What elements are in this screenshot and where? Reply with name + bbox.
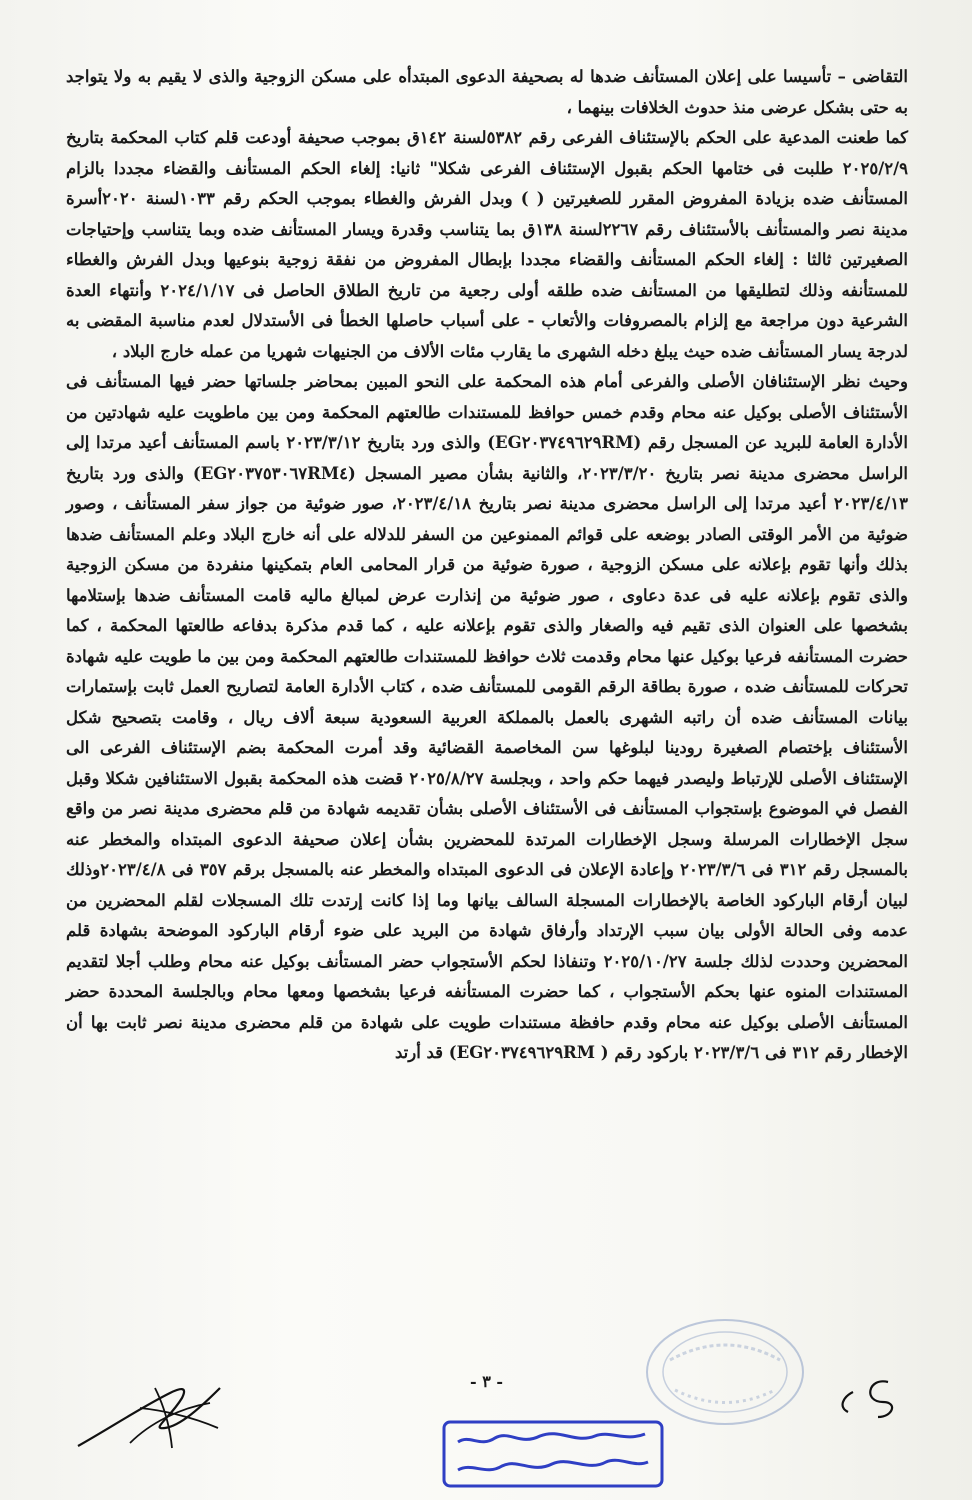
paragraph-3: وحيث نظر الإستئنافان الأصلى والفرعى أمام هذه المحكمة على النحو المبين بمحاضر جلساتها حضر فيها المستأنف فى الأستئناف الأصلى بوكيل عنه محام وقدم خمس حوافظ للمستندات طالعتهم المحكمة ومن بين ماطويت عليه شهادتين من الأدارة العامة للبريد عن المسجل رقم (EG٢٠٣٧٤٩٦٢٩RM) والذى ورد بتاريخ ٢٠٢٣/٣/١٢ باسم المستأنف أعيد مرتدا إلى الراسل محضرى مدينة نصر بتاريخ ٢٠٢٣/٣/٢٠، والثانية بشأن مصير المسجل (EG٢٠٣٧٥٣٠٦٧RM٤) والذى ورد بتاريخ ٢٠٢٣/٤/١٣ أعيد مرتدا إلى الراسل محضرى مدينة نصر بتاريخ ٢٠٢٣/٤/١٨، صور ضوئية من جواز سفر المستأنف ، وصور ضوئية من الأمر الوقتى الصادر بوضعه على قوائم الممنوعين من السفر للدلاله على أنه خارج البلاد وعلم المستأنف ضدها بذلك وأنها تقوم بإعلانه على مسكن الزوجية ، صورة ضوئية من قرار المحامى العام بتمكينها منفردة من مسكن الزوجية والذى تقوم بإعلانه عليه فى عدة دعاوى ، صور ضوئية من إنذارت عرض لمبالغ ماليه قامت المستأنف ضدها بإستلامها بشخصها على العنوان الذى تقيم فيه والصغار والذى تقوم بإعلانه عليه ، كما قدم مذكرة بدفاعه طالعتها المحكمة ، كما حضرت المستأنفه فرعيا بوكيل عنها محام وقدمت ثلاث حوافظ للمستندات طالعتهم المحكمة ومن بين ما طويت عليه شهادة تحركات للمستأنف ضده ، صورة بطاقة الرقم القومى للمستأنف ضده ، كتاب الأدارة العامة لتصاريح العمل ثابت بإستمارات بيانات المستأنف ضده أن راتبه الشهرى بالعمل بالمملكة العربية السعودية سبعة ألاف ريال ، وقامت بتصحيح شكل الأستئناف بإختصام الصغيرة رودينا لبلوغها سن المخاصمة القضائية وقد أمرت المحكمة بضم الإستئناف الفرعى الى الإستئناف الأصلى للإرتباط وليصدر فيهما حكم واحد ، وبجلسة ٢٠٢٥/٨/٢٧ قضت هذه المحكمة بقبول الاستئنافين شكلا وقبل الفصل في الموضوع بإستجواب المستأنف فى الأستئناف الأصلى بشأن تقديمه شهادة من قلم محضرى مدينة نصر من واقع سجل الإخطارات المرسلة وسجل الإخطارات المرتدة للمحضرين بشأن إعلان صحيفة الدعوى المبتداه والمخطر عنه بالمسجل رقم ٣١٢ فى ٢٠٢٣/٣/٦ وإعادة الإعلان فى الدعوى المبتداه والمخطر عنه بالمسجل برقم ٣٥٧ فى ٢٠٢٣/٤/٨وذلك لبيان أرقام الباركود الخاصة بالإخطارات المسجلة السالف بيانها وما إذا كانت إرتدت تلك المسجلات لقلم المحضرين من عدمه وفى الحالة الأولى بيان سبب الإرتداد وأرفاق شهادة من البريد على ضوء أرقام الباركود الموضحة بشهادة قلم المحضرين وحددت لذلك جلسة ٢٠٢٥/١٠/٢٧ وتنفاذا لحكم الأستجواب حضر المستأنف بوكيل عنه محام وطلب أجلا لتقديم المستندات المنوه عنها بحكم الأستجواب ، كما حضرت المستأنفه فرعيا بشخصها ومعها محام وبالجلسة المحددة حضر المستأنف الأصلى بوكيل عنه محام وقدم حافظة مستندات طويت على شهادة من قلم محضرى مدينة نصر ثابت بها أن الإخطار رقم ٣١٢ فى ٢٠٢٣/٣/٦ باركود رقم ( EG٢٠٣٧٤٩٦٢٩RM) قد أرتد	[66, 372, 909, 1062]
page-number: - ٣ -	[470, 1372, 504, 1391]
paragraph-1: التقاضى – تأسيسا على إعلان المستأنف ضدها له بصحيفة الدعوى المبتدأه على مسكن الزوجية والذى لا يقيم به ولا يتواجد به حتى بشكل عرضى منذ حدوث الخلافات بينهما ،	[66, 67, 908, 117]
body-text	[66, 62, 908, 1069]
court-seal	[640, 1310, 810, 1430]
signature-left	[70, 1368, 230, 1458]
paragraph-2: كما طعنت المدعية على الحكم بالإستئناف الفرعى رقم ٥٣٨٢لسنة ١٤٢ق بموجب صحيفة أودعت قلم كتاب المحكمة بتاريخ ٢٠٢٥/٢/٩ طلبت فى ختامها الحكم بقبول الإستئناف الفرعى شكلا" ثانيا: إلغاء الحكم المستأنف والقضاء مجددا بالزام المستأنف ضده بزيادة المفروض المقرر للصغيرتين ( ) وبدل الفرش والغطاء بموجب الحكم رقم ١٠٣٣لسنة ٢٠٢٠أسرة مدينة نصر والمستأنف بالأستئناف رقم ٢٢٦٧لسنة ١٣٨ق بما يتناسب وقدرة ويسار المستأنف ضده وبما يتناسب وإحتياجات الصغيرتين ثالثا : إلغاء الحكم المستأنف والقضاء مجددا بإبطال المفروض من نفقة زوجية بنوعيها وبدل الفرش والغطاء للمستأنفه وذلك لتطليقها من المستأنف ضده طلقه أولى رجعية من تاريخ الطلاق الحاصل فى ٢٠٢٤/١/١٧ وأنتهاء العدة الشرعية دون مراجعة مع إلزام بالمصروفات والأتعاب - على أسباب حاصلها الخطأ فى الأستدلال لعدم مناسبة المقضى به لدرجة يسار المستأنف ضده حيث يبلغ دخله الشهرى ما يقارب مئات الألاف من الجنيهات شهريا من عمله خارج البلاد ،	[66, 128, 908, 361]
signature-right	[828, 1372, 908, 1422]
blue-stamp	[440, 1418, 666, 1490]
